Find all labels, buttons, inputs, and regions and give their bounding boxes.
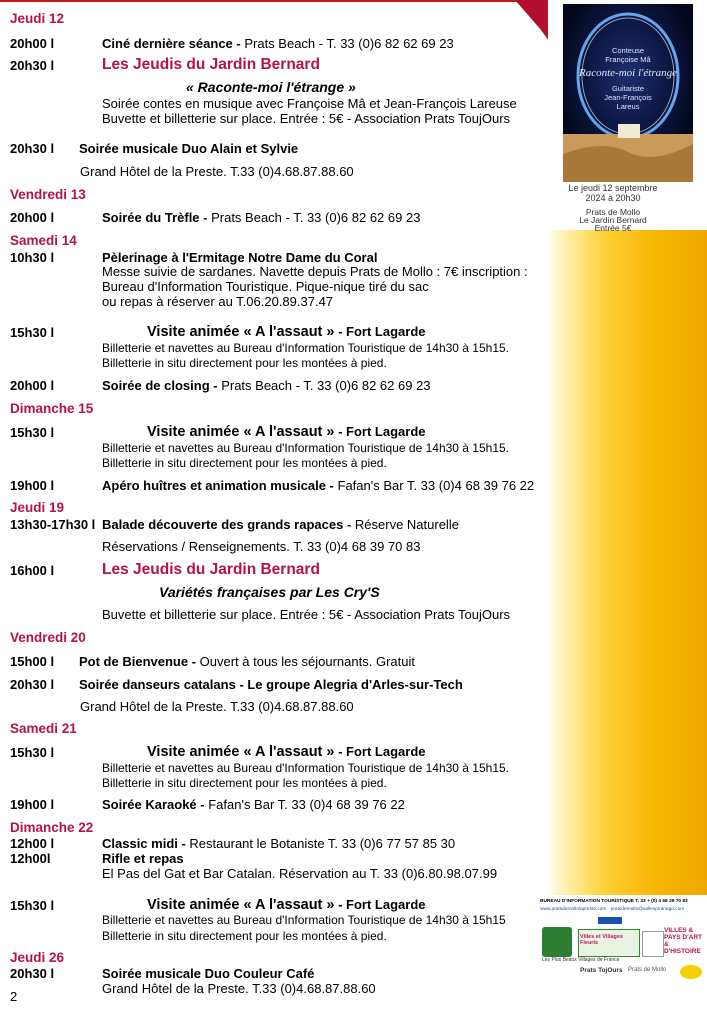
- poster-line3: Guitariste: [611, 84, 645, 93]
- event-time: 15h30 l: [10, 325, 55, 340]
- event-info: Prats Beach - T. 33 (0)6 82 62 69 23: [221, 378, 431, 393]
- day-heading: Samedi 14: [10, 233, 77, 248]
- event-desc: Buvette et billetterie sur place. Entrée : 5€ - Association Prats ToujOurs: [102, 607, 511, 622]
- event-title: Balade découverte des grands rapaces -: [102, 517, 355, 532]
- day-heading: Jeudi 26: [10, 950, 65, 965]
- day-heading: Vendredi 13: [10, 187, 86, 202]
- village-logo-icon: [542, 927, 572, 957]
- event-desc: Billetterie et navettes au Bureau d'Information Touristique de 14h30 à 15h15.: [102, 341, 510, 355]
- event-desc: Bureau d'Information Touristique. Pique-nique tiré du sac: [102, 279, 429, 294]
- event-time: 15h30 l: [10, 898, 55, 913]
- event-line: [79, 654, 415, 669]
- event-time: 15h30 l: [10, 425, 55, 440]
- event-time: 20h30 l: [10, 677, 55, 692]
- event-title: Rifle et repas: [102, 851, 184, 866]
- event-line: [102, 36, 454, 51]
- event-time: 10h30 l: [10, 250, 55, 265]
- event-desc: Billetterie et navettes au Bureau d'Information Touristique de 14h30 à 15h15.: [102, 761, 510, 775]
- event-title: Soirée du Trèfle -: [102, 210, 212, 225]
- poster-time: 2024 à 20h30: [585, 193, 641, 203]
- event-title: Soirée musicale Duo Couleur Café: [102, 966, 315, 981]
- day-heading: Samedi 21: [10, 721, 77, 736]
- event-time: 13h30-17h30 l: [10, 517, 96, 532]
- event-time: 15h00 l: [10, 654, 55, 669]
- day-heading: Dimanche 22: [10, 820, 94, 835]
- event-title: Soirée danseurs catalans - Le groupe Alegria d'Arles-sur-Tech: [79, 677, 463, 692]
- event-time: 20h00 l: [10, 378, 55, 393]
- event-desc: Réservations / Renseignements. T. 33 (0)4 68 39 70 83: [102, 539, 421, 554]
- event-title: Visite animée « A l'assaut »: [147, 424, 335, 440]
- badge2-text: VILLES & PAYS D'ART & D'HISTOIRE: [664, 927, 703, 955]
- badge3-text: Les Plus Beaux Villages de France: [542, 957, 620, 963]
- event-info: Réserve Naturelle: [354, 517, 459, 532]
- yellow-gradient-bar: [547, 230, 707, 895]
- event-title: Soirée Karaoké -: [102, 797, 209, 812]
- event-line: [147, 896, 426, 914]
- event-time: 20h30 l: [10, 58, 55, 73]
- social-icons: [598, 917, 622, 924]
- partner-logos: [540, 897, 707, 992]
- event-time: 12h00l: [10, 851, 51, 866]
- event-title: Visite animée « A l'assaut »: [147, 324, 335, 340]
- event-info: Fafan's Bar T. 33 (0)4 68 39 76 22: [208, 797, 405, 812]
- event-time: 16h00 l: [10, 563, 55, 578]
- event-time: 20h00 l: [10, 210, 55, 225]
- event-title: Apéro huîtres et animation musicale -: [102, 478, 338, 493]
- event-info: Ouvert à tous les séjournants. Gratuit: [199, 654, 415, 669]
- event-line: [102, 797, 405, 812]
- event-desc: ou repas à réserver au T.06.20.89.37.47: [102, 294, 334, 309]
- event-line: [147, 423, 426, 441]
- event-line: [102, 378, 431, 393]
- event-time: 20h30 l: [10, 966, 55, 981]
- event-place: - Fort Lagarde: [334, 424, 426, 439]
- event-desc: Grand Hôtel de la Preste. T.33 (0)4.68.87.88.60: [102, 981, 376, 996]
- event-desc: Billetterie in situ directement pour les montées à pied.: [102, 929, 387, 943]
- day-heading: Dimanche 15: [10, 401, 94, 416]
- event-line: [102, 517, 459, 532]
- poster-title: Raconte-moi l'étrange: [579, 67, 677, 79]
- event-time: 20h00 l: [10, 36, 55, 51]
- event-time: 19h00 l: [10, 797, 55, 812]
- badge4-text: Prats TojOurs: [580, 967, 623, 974]
- event-desc: Billetterie et navettes au Bureau d'Information Touristique de 14h30 à 15h15.: [102, 441, 510, 455]
- event-title: Soirée de closing -: [102, 378, 222, 393]
- day-heading: Vendredi 20: [10, 630, 86, 645]
- event-line: [147, 323, 426, 341]
- event-title: Les Jeudis du Jardin Bernard: [102, 561, 320, 578]
- event-info: Prats Beach - T. 33 (0)6 82 62 69 23: [211, 210, 421, 225]
- event-title: Visite animée « A l'assaut »: [147, 744, 335, 760]
- poster-line2: Françoise Mâ: [605, 55, 651, 64]
- event-desc: Billetterie in situ directement pour les montées à pied.: [102, 356, 387, 370]
- event-time: 20h30 l: [10, 141, 55, 156]
- event-info: Prats Beach - T. 33 (0)6 82 62 69 23: [244, 36, 454, 51]
- event-place: - Fort Lagarde: [334, 744, 426, 759]
- event-line: [102, 210, 420, 225]
- web-line[interactable]: www.pratsdemollolapreste.com · pratsdemollo@vallespiranago.com: [540, 907, 685, 912]
- poster-place1: Prats de Mollo: [585, 207, 641, 217]
- event-time: 15h30 l: [10, 745, 55, 760]
- event-title: Classic midi -: [102, 836, 190, 851]
- poster-line4: Jean-François: [604, 93, 652, 102]
- event-info: Restaurant le Botaniste T. 33 (0)6 77 57 85 30: [189, 836, 456, 851]
- crest-icon: [642, 931, 664, 957]
- day-heading: Jeudi 12: [10, 11, 65, 26]
- event-line: [147, 743, 426, 761]
- page-number: 2: [10, 989, 18, 1004]
- event-info: Grand Hôtel de la Preste. T.33 (0)4.68.87.88.60: [80, 699, 354, 714]
- event-time: 19h00 l: [10, 478, 55, 493]
- vallespir-logo-icon: [680, 965, 702, 979]
- event-poster: [563, 4, 693, 182]
- poster-price: Entrée 5€: [594, 223, 632, 233]
- office-line: BUREAU D'INFORMATION TOURISTIQUE T. 33 + (0) 4 68 39 70 83: [540, 899, 688, 904]
- event-title: Pot de Bienvenue -: [79, 654, 200, 669]
- event-title: Ciné dernière séance -: [102, 36, 245, 51]
- event-info: Grand Hôtel de la Preste. T.33 (0)4.68.87.88.60: [80, 164, 354, 179]
- event-title: Pèlerinage à l'Ermitage Notre Dame du Coral: [102, 250, 378, 265]
- event-place: - Fort Lagarde: [334, 897, 426, 912]
- poster-date: Le jeudi 12 septembre: [568, 183, 658, 193]
- event-desc: El Pas del Gat et Bar Catalan. Réservation au T. 33 (0)6.80.98.07.99: [102, 866, 498, 881]
- poster-line5: Lareus: [616, 102, 640, 111]
- event-desc: Messe suivie de sardanes. Navette depuis Prats de Mollo : 7€ inscription :: [102, 264, 528, 279]
- event-subtitle: Variétés françaises par Les Cry'S: [159, 584, 380, 600]
- event-info: Fafan's Bar T. 33 (0)4 68 39 76 22: [337, 478, 535, 493]
- poster-line1: Conteuse: [611, 46, 645, 55]
- event-title: Soirée musicale Duo Alain et Sylvie: [79, 141, 299, 156]
- event-desc: Billetterie in situ directement pour les montées à pied.: [102, 456, 387, 470]
- badge1-text: Villes et Villages Fleuris: [580, 934, 623, 946]
- poster-place2: Le Jardin Bernard: [579, 215, 647, 225]
- day-heading: Jeudi 19: [10, 500, 65, 515]
- event-title: Visite animée « A l'assaut »: [147, 897, 335, 913]
- event-line: [102, 478, 534, 493]
- event-desc: Billetterie in situ directement pour les montées à pied.: [102, 776, 387, 790]
- event-desc: Buvette et billetterie sur place. Entrée : 5€ - Association Prats ToujOurs: [102, 111, 511, 126]
- badge5-text: Prats de Mollo: [628, 967, 667, 973]
- event-time: 12h00 l: [10, 836, 55, 851]
- event-desc: Soirée contes en musique avec Françoise Mâ et Jean-François Lareuse: [102, 96, 517, 111]
- event-subtitle: « Raconte-moi l'étrange »: [186, 79, 356, 95]
- event-title: Les Jeudis du Jardin Bernard: [102, 56, 320, 73]
- event-place: - Fort Lagarde: [334, 324, 426, 339]
- event-line: [102, 836, 455, 851]
- event-desc: Billetterie et navettes au Bureau d'Information Touristique de 14h30 à 15h15: [102, 913, 506, 927]
